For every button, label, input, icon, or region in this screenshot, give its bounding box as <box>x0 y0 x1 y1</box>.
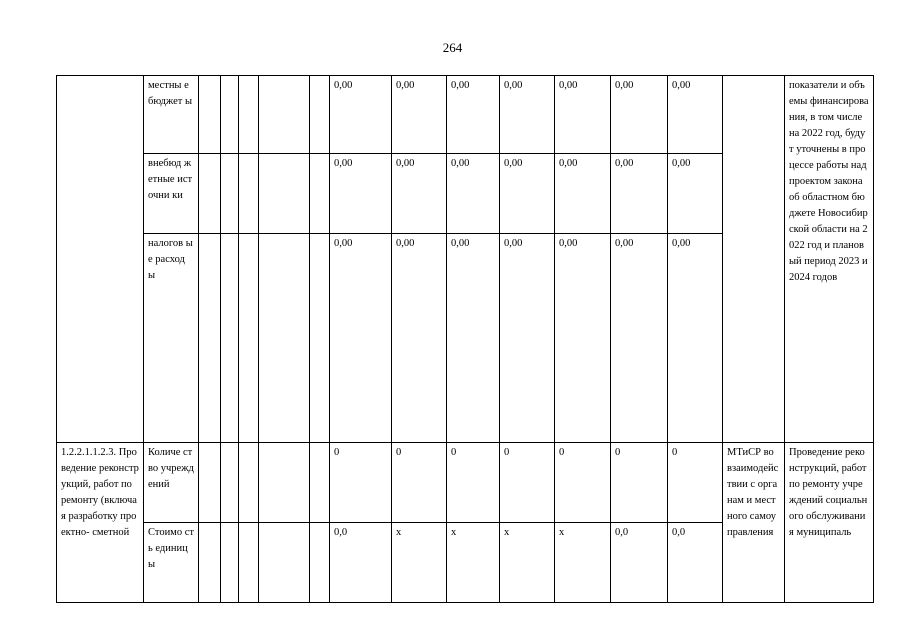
empty-cell <box>259 443 310 523</box>
value-cell: 0,00 <box>447 154 500 234</box>
value-cell: 0 <box>392 443 447 523</box>
table-row <box>57 76 874 154</box>
value-cell: 0,00 <box>447 234 500 443</box>
empty-cell <box>239 234 259 443</box>
value-cell: 0,00 <box>392 76 447 154</box>
page-number: 264 <box>442 40 463 55</box>
empty-cell <box>239 443 259 523</box>
value-cell: 0,00 <box>555 76 611 154</box>
empty-cell <box>221 443 239 523</box>
value-cell: 0,00 <box>330 154 392 234</box>
responsible-cell: МТиСР во взаимодействии с органам и местного самоуправления <box>723 443 785 603</box>
empty-cell <box>199 443 221 523</box>
activity-title: 1.2.2.1.1.2.3. Проведение реконструкций, работ по ремонту (включая разработку проектно- сметной <box>57 443 144 603</box>
value-cell: 0 <box>668 443 723 523</box>
empty-cell <box>239 76 259 154</box>
table-row <box>57 443 874 523</box>
value-cell: 0,0 <box>611 523 668 603</box>
value-cell: 0,00 <box>555 154 611 234</box>
note-cell: Проведение реконструкций, работ по ремонту учреждений социального обслуживания муниципаль <box>785 443 874 603</box>
empty-cell <box>310 154 330 234</box>
empty-cell <box>239 154 259 234</box>
value-cell: 0,00 <box>500 76 555 154</box>
value-cell: 0 <box>447 443 500 523</box>
value-cell: 0,0 <box>330 523 392 603</box>
indicator-cell: Количе ство учрежд ений <box>144 443 199 523</box>
value-cell: х <box>555 523 611 603</box>
empty-cell <box>239 523 259 603</box>
empty-cell <box>221 523 239 603</box>
value-cell: х <box>392 523 447 603</box>
empty-cell <box>57 76 144 443</box>
empty-cell <box>310 234 330 443</box>
value-cell: 0,00 <box>392 154 447 234</box>
indicator-cell: Стоимо сть единиц ы <box>144 523 199 603</box>
empty-cell <box>723 76 785 443</box>
value-cell: 0,0 <box>668 523 723 603</box>
empty-cell <box>221 154 239 234</box>
empty-cell <box>199 154 221 234</box>
value-cell: 0 <box>330 443 392 523</box>
funding-source: налогов ые расход ы <box>144 234 199 443</box>
note-cell: показатели и объемы финансирования, в том числе на 2022 год, будут уточнены в процессе работы над проектом закона об областном бюджете Новосибирской области на 2022 год и плановый период 2023 и 2024 годов <box>785 76 874 443</box>
program-table <box>56 75 874 603</box>
value-cell: 0 <box>500 443 555 523</box>
value-cell: 0 <box>555 443 611 523</box>
value-cell: 0,00 <box>611 76 668 154</box>
value-cell: 0,00 <box>611 154 668 234</box>
empty-cell <box>199 76 221 154</box>
empty-cell <box>199 234 221 443</box>
empty-cell <box>259 234 310 443</box>
value-cell: 0,00 <box>330 234 392 443</box>
funding-source: внебюд жетные источни ки <box>144 154 199 234</box>
value-cell: 0 <box>611 443 668 523</box>
value-cell: 0,00 <box>668 154 723 234</box>
empty-cell <box>259 154 310 234</box>
value-cell: 0,00 <box>330 76 392 154</box>
value-cell: 0,00 <box>447 76 500 154</box>
funding-source: местны е бюджет ы <box>144 76 199 154</box>
empty-cell <box>199 523 221 603</box>
empty-cell <box>259 76 310 154</box>
value-cell: х <box>500 523 555 603</box>
value-cell: 0,00 <box>668 234 723 443</box>
empty-cell <box>259 523 310 603</box>
value-cell: 0,00 <box>500 154 555 234</box>
value-cell: 0,00 <box>611 234 668 443</box>
empty-cell <box>310 443 330 523</box>
empty-cell <box>221 76 239 154</box>
value-cell: 0,00 <box>500 234 555 443</box>
value-cell: 0,00 <box>555 234 611 443</box>
empty-cell <box>310 523 330 603</box>
value-cell: х <box>447 523 500 603</box>
empty-cell <box>221 234 239 443</box>
value-cell: 0,00 <box>668 76 723 154</box>
value-cell: 0,00 <box>392 234 447 443</box>
empty-cell <box>310 76 330 154</box>
